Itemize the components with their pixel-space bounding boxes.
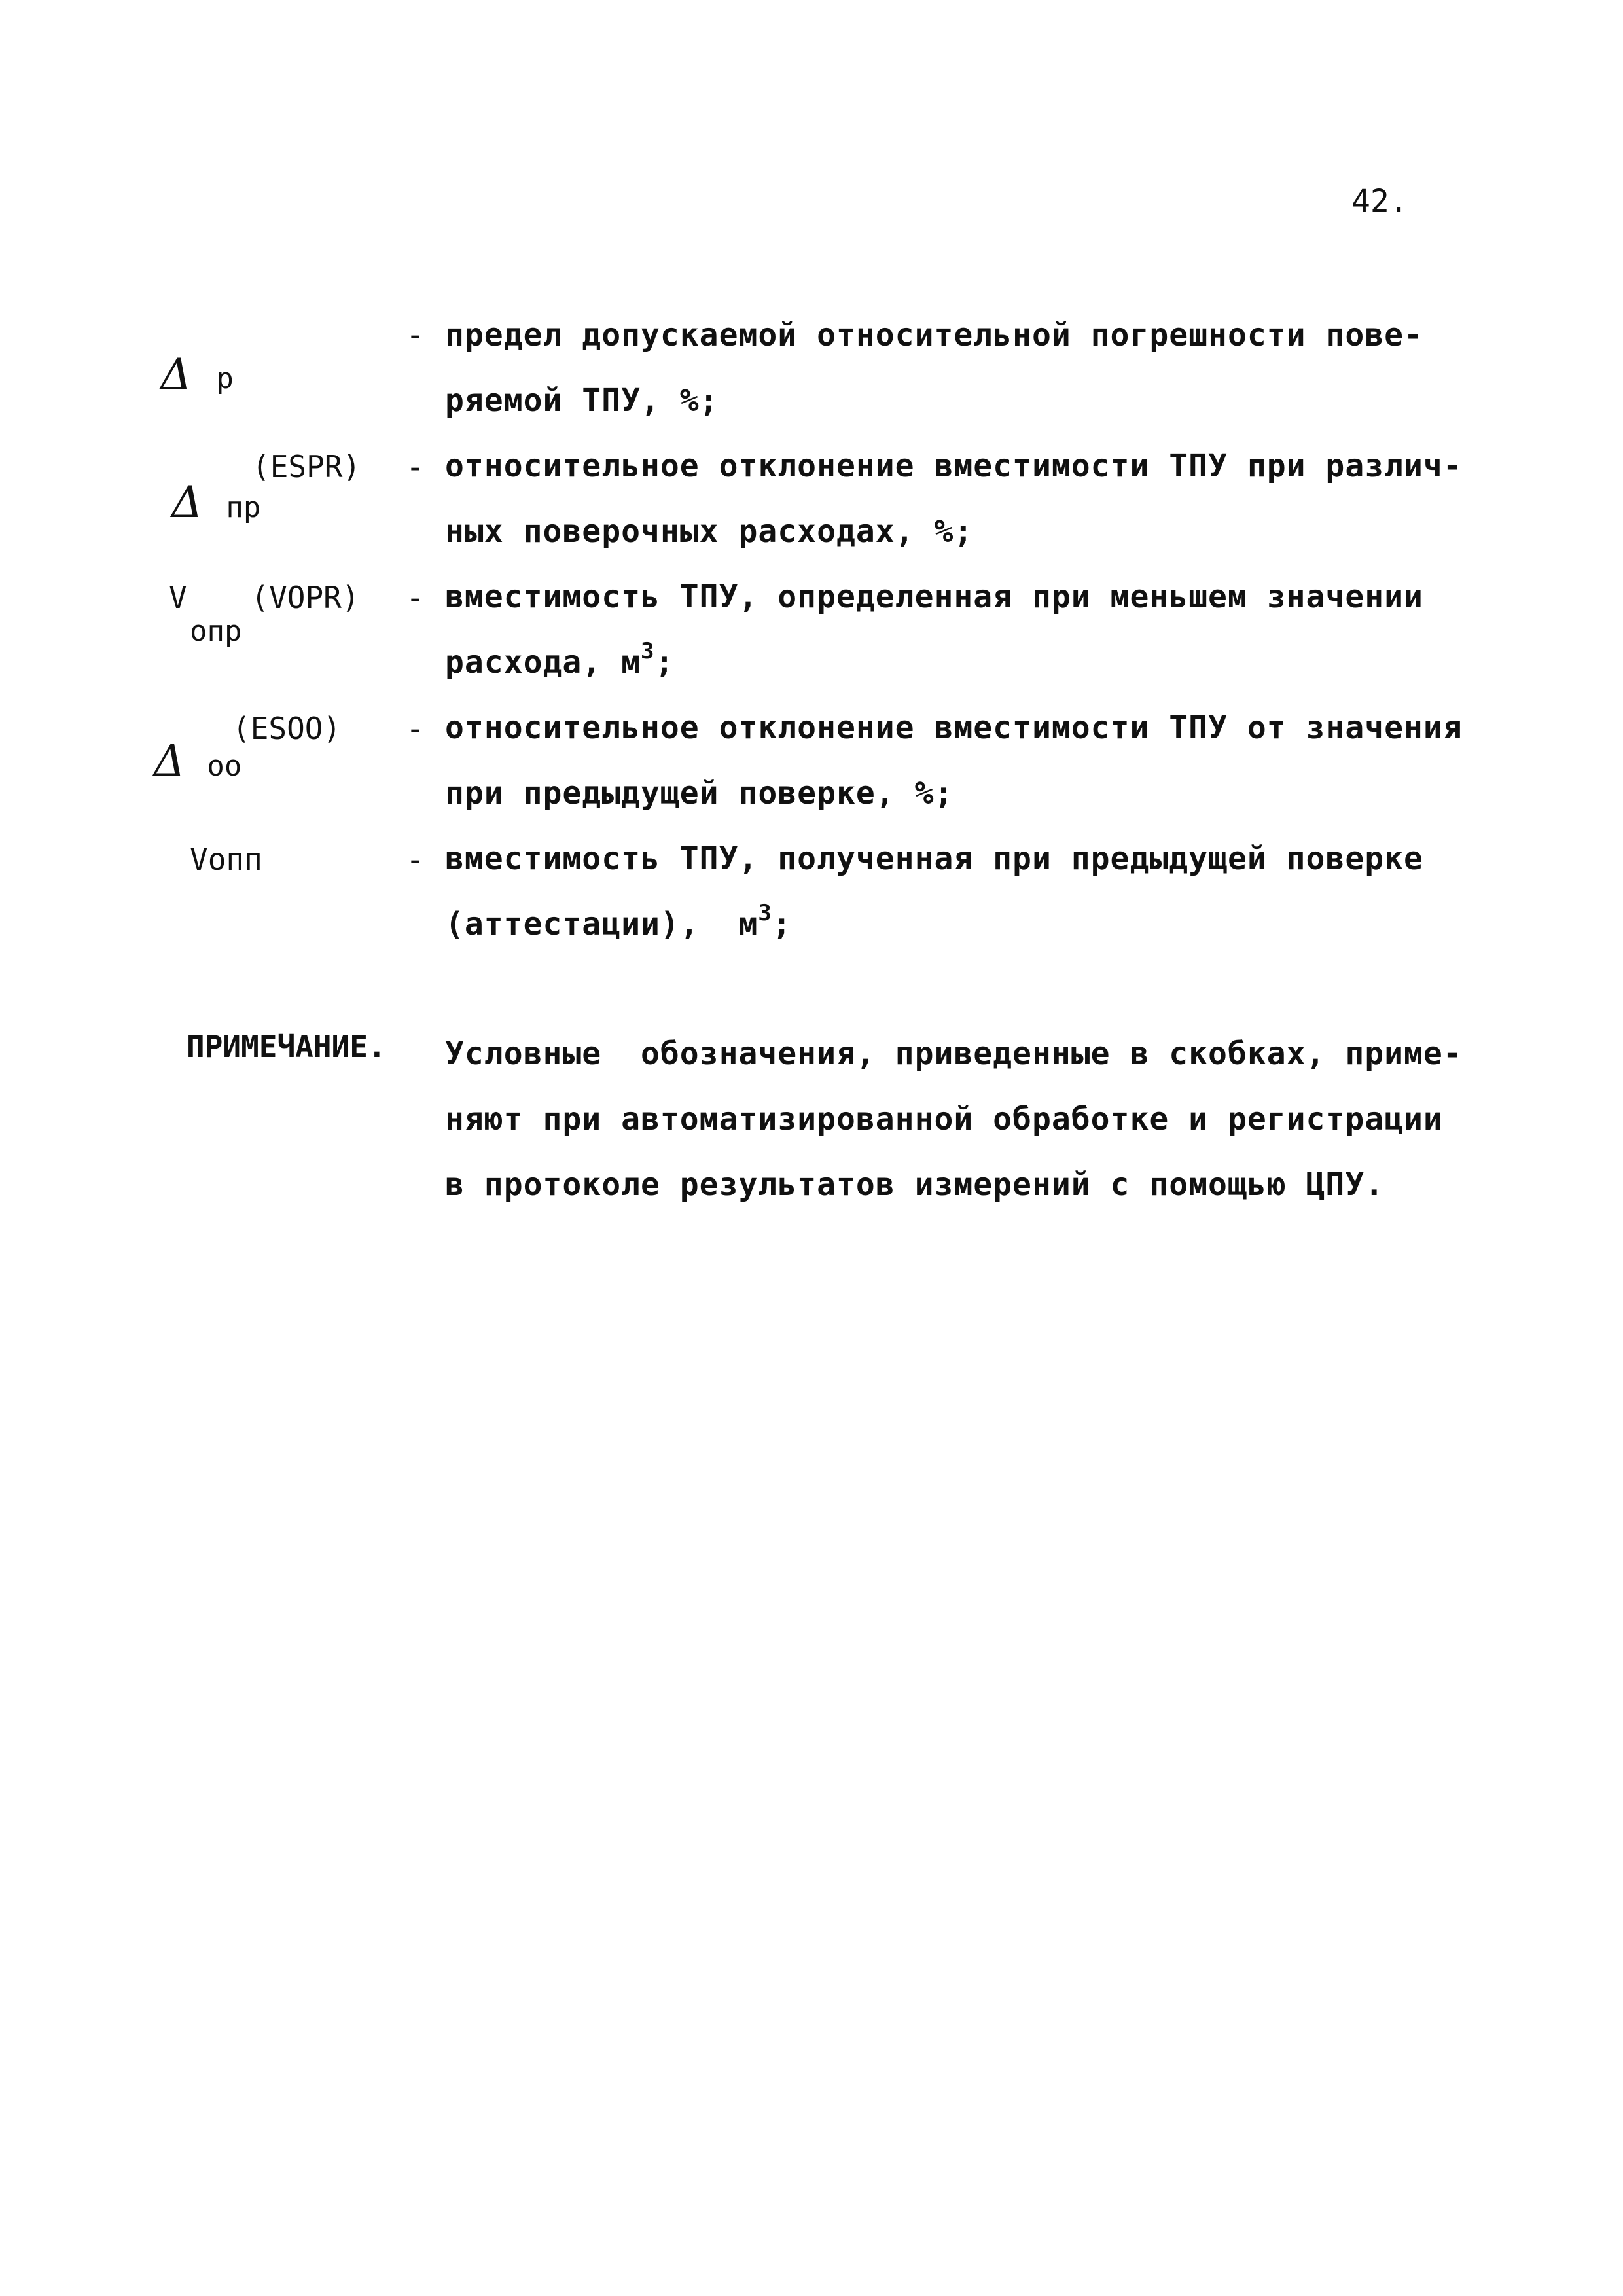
symbol-delta-oo [154,736,242,786]
description-line [445,891,1479,957]
unit-superscript: 3 [640,638,655,664]
description-line: ных поверочных расходах, %; [445,513,974,550]
entry-description [445,826,1479,957]
symbol-base: Δ [154,736,185,786]
description-text: расхода, м [445,644,641,681]
symbol-code-text: (ESPR) [252,449,361,484]
description-line: относительное отклонение вместимости ТПУ от значения [445,709,1463,746]
symbol-subscript: пр [226,491,261,524]
symbol-base: Δ [171,477,203,528]
description-tail: ; [772,906,792,942]
symbol-subscript: оо [207,749,242,783]
description-line: вместимость ТПУ, определенная при меньшем значении [445,579,1423,615]
symbol-code [232,713,341,744]
description-line: предел допускаемой относительной погрешности пове- [445,317,1423,353]
symbol-vopp [190,842,262,877]
note-line: няют при автоматизированной обработке и регистрации [445,1101,1443,1138]
symbol-subscript-block [190,615,241,646]
entry-dash: - [406,711,425,747]
entry-dash: - [406,580,425,617]
symbol-v-opr [169,580,360,615]
note-line: в протоколе результатов измерений с помощью ЦПУ. [445,1166,1385,1203]
note-label: ПРИМЕЧАНИЕ. [187,1029,386,1064]
entry-dash: - [406,449,425,486]
symbol-subscript: р [216,362,234,395]
description-tail: ; [654,644,675,681]
description-line: относительное отклонение вместимости ТПУ при различ- [445,448,1463,484]
symbol-base: Vопп [190,842,262,877]
symbol-delta-p [160,350,234,400]
symbol-code-text: (ESOO) [232,711,342,746]
symbol-code [252,449,361,484]
entry-description [445,564,1479,695]
symbol-base: V [169,580,187,615]
symbol-base: Δ [160,350,192,400]
symbol-subscript: опр [190,615,242,648]
entry-description [445,302,1479,433]
description-line: при предыдущей поверке, %; [445,775,954,812]
description-line: ряемой ТПУ, %; [445,382,719,419]
note-text [445,1021,1479,1217]
description-text: (аттестации), м [445,906,758,942]
page-number: 42. [1351,183,1408,220]
note-line: Условные обозначения, приведенные в скобках, приме- [445,1035,1463,1072]
entry-description [445,433,1479,564]
symbol-code-text: (VOPR) [251,580,360,615]
description-line: вместимость ТПУ, полученная при предыдущей поверке [445,840,1423,877]
description-line [445,630,1479,695]
entry-dash: - [406,317,425,353]
entry-dash: - [406,842,425,878]
entry-description [445,695,1479,826]
symbol-delta-pr [171,477,261,528]
unit-superscript: 3 [758,900,772,926]
